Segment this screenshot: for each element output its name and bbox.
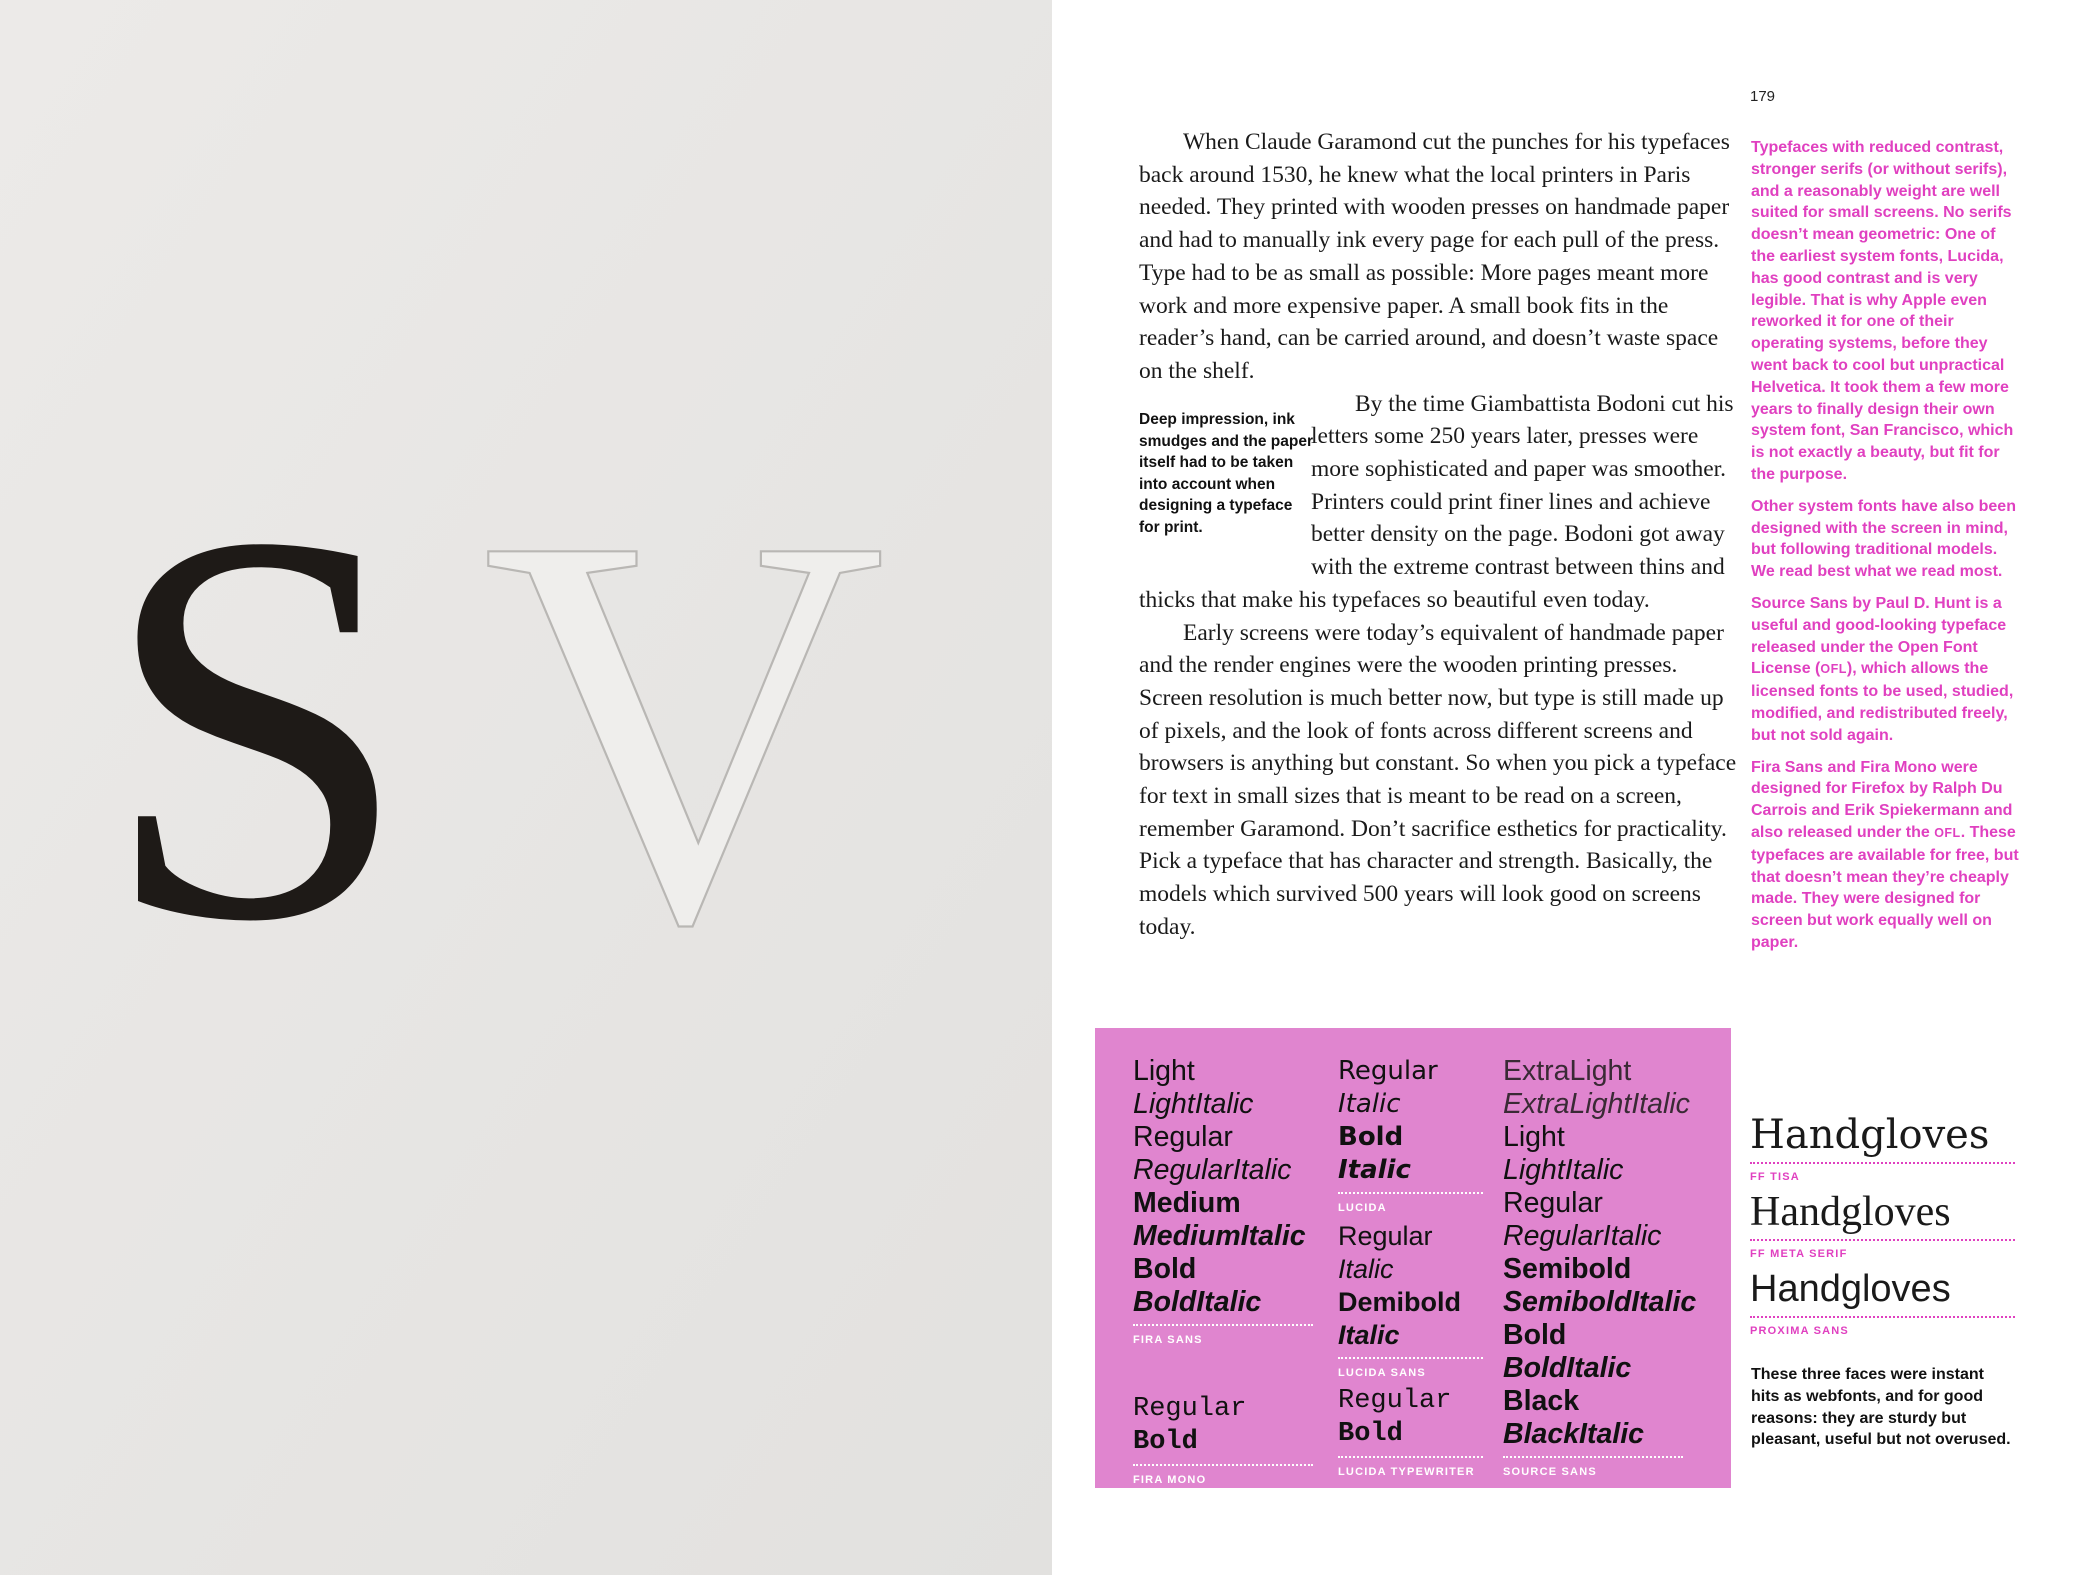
specimen-line: Regular <box>1133 1394 1247 1424</box>
sidebar-note-3: Source Sans by Paul D. Hunt is a useful and good-looking typeface released under the Open Font License (OFL), which allows the licensed fonts to be used, studied, modified, and redistributed freely, but not sold again. <box>1751 594 2014 744</box>
specimen-line: Italic <box>1338 1254 1394 1284</box>
specimen-line: Bold <box>1133 1427 1198 1457</box>
specimen-line: BoldItalic <box>1503 1352 1632 1384</box>
specimen-label-lucida: LUCIDA <box>1338 1192 1483 1216</box>
margin-caption: Deep impression, ink smudges and the paper itself had to be taken into account when designing a typeface for print. <box>1139 411 1313 536</box>
font-label-proxima-sans: PROXIMA SANS <box>1750 1316 2015 1337</box>
webfonts-note: These three faces were instant hits as webfonts, and for good reasons: they are sturdy but pleasant, useful but not overused. <box>1751 1366 2011 1449</box>
specimen-line: Black <box>1503 1385 1580 1417</box>
specimen-line: ExtraLightItalic <box>1503 1088 1690 1120</box>
ofl-abbrev: OFL <box>1820 662 1847 677</box>
specimen-line: RegularItalic <box>1133 1154 1292 1186</box>
specimen-line: BoldItalic <box>1133 1286 1262 1318</box>
handgloves-sample-tisa <box>1750 1112 2015 1183</box>
sidebar-notes <box>1751 137 2021 964</box>
specimen-line: Regular <box>1338 1221 1433 1251</box>
specimen-line: RegularItalic <box>1503 1220 1662 1252</box>
specimen-line: Bold <box>1338 1419 1403 1449</box>
handgloves-sample-proxima <box>1750 1266 2015 1337</box>
body-paragraph-2: By the time Giambattista Bodoni cut his letters some 250 years later, presses were more sophisticated and paper was smoother. Printers could print finer lines and achieve better density on the page. Bodoni got away with the extreme contrast between thins and thicks that make his typefaces so beautiful even today. <box>1139 390 1734 613</box>
specimen-line: ExtraLight <box>1503 1055 1632 1087</box>
specimen-line: BlackItalic <box>1503 1418 1644 1450</box>
specimen-line: Regular <box>1503 1187 1603 1219</box>
specimen-column-lucida <box>1338 1055 1498 1496</box>
page-number: 179 <box>1750 88 1776 105</box>
specimen-column-source-sans <box>1503 1055 1697 1496</box>
specimen-label-lucida-typewriter: LUCIDA TYPEWRITER <box>1338 1456 1483 1480</box>
specimen-line: Italic <box>1338 1320 1400 1350</box>
handgloves-text: Handgloves <box>1750 1268 1951 1310</box>
sidebar-note-4: Fira Sans and Fira Mono were designed for Firefox by Ralph Du Carrois and Erik Spiekermann and also released under the OFL. These typefaces are available for free, but that doesn’t mean they’re cheaply made. They were designed for screen but work equally well on paper. <box>1751 758 2019 951</box>
specimen-line: Regular <box>1338 1056 1438 1086</box>
body-paragraph-1: When Claude Garamond cut the punches for his typefaces back around 1530, he knew what the local printers in Paris needed. They printed with wooden presses on handmade paper and had to manually ink every page for each pull of the press. Type had to be as small as possible: More pages meant more work and more expensive paper. A small book fits in the reader’s hand, can be carried around, and doesn’t waste space on the shelf. <box>1139 129 1730 384</box>
body-paragraph-3: Early screens were today’s equivalent of handmade paper and the render engines were the wooden printing presses. Screen resolution is much better now, but type is still made up of pixels, and the look of fonts across different screens and browsers is anything but constant. So when you pick a typeface for text in small sizes that is meant to be read on a screen, remember Garamond. Don’t sacrifice esthetics for practicality. Pick a typeface that has character and strength. Basically, the models which survived 500 years will look good on screens today. <box>1139 619 1737 940</box>
specimen-line: MediumItalic <box>1133 1220 1306 1252</box>
sidebar-note-2: Other system fonts have also been designed with the screen in mind, but following traditional models. We read best what we read most. <box>1751 497 2016 581</box>
ofl-abbrev: OFL <box>1934 825 1961 840</box>
specimen-column-fira <box>1133 1055 1313 1504</box>
letter-s-inked: S <box>100 417 412 1037</box>
handgloves-sample-meta-serif <box>1750 1189 2015 1260</box>
specimen-line: Light <box>1503 1121 1565 1153</box>
sidebar-note-1: Typefaces with reduced contrast, stronger serifs (or without serifs), and a reasonably weight are well suited for small screens. No serifs doesn’t mean geometric: One of the earliest system fonts, Lucida, has good contrast and is very legible. That is why Apple even reworked it for one of their operating systems, before they went back to cool but unpractical Helvetica. It took them a few more years to finally design their own system font, San Francisco, which is not exactly a beauty, but fit for the purpose. <box>1751 139 2014 483</box>
specimen-line: Regular <box>1133 1121 1233 1153</box>
specimen-line: Demibold <box>1338 1287 1462 1317</box>
specimen-label-fira-mono: FIRA MONO <box>1133 1464 1313 1488</box>
specimen-line: Bold <box>1338 1122 1404 1152</box>
specimen-label-source-sans: SOURCE SANS <box>1503 1456 1683 1480</box>
font-label-ff-meta-serif: FF META SERIF <box>1750 1239 2015 1260</box>
specimen-line: Italic <box>1338 1089 1401 1119</box>
handgloves-text: Handgloves <box>1750 1112 1990 1158</box>
specimen-line: Italic <box>1338 1155 1411 1185</box>
specimen-label-fira-sans: FIRA SANS <box>1133 1324 1313 1348</box>
specimen-line: SemiboldItalic <box>1503 1286 1697 1318</box>
specimen-line: Semibold <box>1503 1253 1632 1285</box>
specimen-line: Regular <box>1338 1386 1452 1416</box>
specimen-line: LightItalic <box>1133 1088 1254 1120</box>
handgloves-text: Handgloves <box>1750 1189 1951 1235</box>
specimen-line: Bold <box>1133 1253 1197 1285</box>
letter-v-embossed: V <box>482 420 887 1040</box>
font-label-ff-tisa: FF TISA <box>1750 1162 2015 1183</box>
specimen-line: Bold <box>1503 1319 1567 1351</box>
specimen-line: Medium <box>1133 1187 1241 1219</box>
specimen-line: Light <box>1133 1055 1195 1087</box>
specimen-line: LightItalic <box>1503 1154 1624 1186</box>
specimen-label-lucida-sans: LUCIDA SANS <box>1338 1357 1483 1381</box>
